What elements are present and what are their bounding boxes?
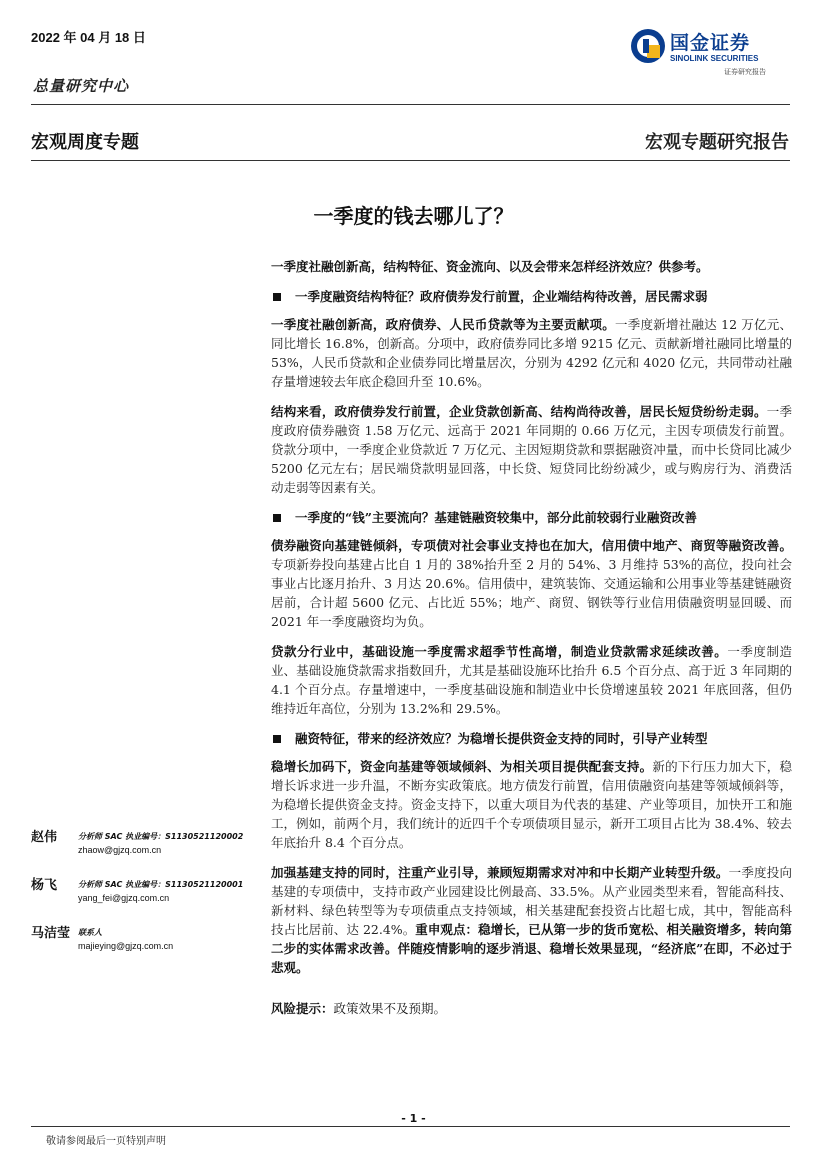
page-title: 一季度的钱去哪儿了？ (313, 204, 514, 228)
analyst-name: 杨飞 (31, 878, 58, 893)
report-body (271, 257, 792, 1018)
analyst-card (31, 874, 261, 908)
logo-subtitle: 证券研究报告 (724, 68, 766, 76)
paragraph: 稳增长加码下，资金向基建等领域倾斜、为相关项目提供配套支持。新的下行压力加大下，稳增长诉求进一步升温，不断夯实政策底。地方债发行前置，信用债融资向基建等领域倾斜等，为稳增长提供资金支持。资金支持下，以重大项目为代表的基建、产业等项目，加快开工和施工，例如，前两个月，我们统计的近四千个专项债项目显示，新开工项目占比为 38.4%、较去年底抬升 8.4 个百分点。 (271, 759, 792, 850)
sinolink-logo-icon (630, 28, 666, 64)
analyst-role: 分析师 SAC 执业编号：S1130521120001 (78, 880, 244, 889)
title-divider (31, 160, 790, 161)
logo-chinese-name: 国金证券 (670, 32, 751, 54)
paragraph: 一季度社融创新高，政府债券、人民币贷款等为主要贡献项。一季度新增社融达 12 万亿元、同比增长 16.8%，创新高。分项中，政府债券同比多增 9215 亿元、贡献新增社融同比增量的 53%，人民币贷款和企业债券同比增量居次，分别为 4292 亿元和 4020 亿元，共同带动社融存量增速较去年底企稳回升至 10.6%。 (271, 317, 792, 389)
section-heading: 一季度融资结构特征？政府债券发行前置，企业端结构待改善，居民需求弱 (271, 287, 792, 306)
footer-disclaimer: 敬请参阅最后一页特别声明 (46, 1136, 166, 1147)
page-number: - 1 - (401, 1112, 426, 1125)
section-title: 宏观周度专题 (31, 132, 139, 153)
paragraph: 结构来看，政府债券发行前置，企业贷款创新高、结构尚待改善，居民长短贷纷纷走弱。一季度政府债券融资 1.58 万亿元、远高于 2021 年同期的 0.66 万亿元，主因专项债发行前置。贷款分项中，一季度企业贷款近 7 万亿元、主因短期贷款和票据融资冲量，而中长贷同比减少 5200 亿元左右；居民端贷款明显回落，中长贷、短贷同比纷纷减少，或与购房行为、消费活动走弱等因素有关。 (271, 404, 792, 495)
report-type: 宏观专题研究报告 (645, 132, 789, 153)
risk-warning: 风险提示：政策效果不及预期。 (271, 1001, 447, 1016)
analyst-email[interactable]: zhaow@gjzq.com.cn (78, 845, 162, 855)
bullet-square-icon (273, 293, 281, 301)
department-name: 总量研究中心 (33, 77, 130, 95)
sinolink-logo (630, 24, 790, 80)
paragraph: 贷款分行业中，基础设施一季度需求超季节性高增，制造业贷款需求延续改善。一季度制造业、基础设施贷款需求指数回升，尤其是基础设施环比抬升 6.5 个百分点、高于近 3 年同期的 4.1 个百分点。存量增速中，一季度基础设施和制造业中长贷增速虽较 2021 年底回落，但仍维持近年高位，分别为 13.2%和 29.5%。 (271, 644, 792, 716)
report-date: 2022 年 04 月 18 日 (31, 30, 146, 45)
analyst-card (31, 826, 261, 860)
paragraph: 债券融资向基建链倾斜，专项债对社会事业支持也在加大，信用债中地产、商贸等融资改善。专项新券投向基建占比自 1 月的 38%抬升至 2 月的 54%、3 月维持 53%的高位，投向社会事业占比逐月抬升、3 月达 20.6%。信用债中，建筑装饰、交通运输和公用事业等基建链融资居前，合计超 5600 亿元、占比近 55%；地产、商贸、钢铁等行业信用债融资明显回暖、而 2021 年一季度融资均为负。 (271, 538, 792, 629)
analyst-name: 马洁莹 (31, 926, 71, 941)
analyst-card (31, 922, 261, 956)
analyst-name: 赵伟 (31, 830, 58, 845)
analyst-list (31, 826, 261, 970)
analyst-email[interactable]: majieying@gjzq.com.cn (78, 941, 174, 951)
paragraph: 加强基建支持的同时，注重产业引导，兼顾短期需求对冲和中长期产业转型升级。一季度投向基建的专项债中，支持市政产业园建设比例最高、33.5%。从产业园类型来看，智能高科技、新材料、绿色转型等为专项债重点支持领域，相关基建配套投资占比超七成，其中，智能高科技占比居前、达 22.4%。重申观点：稳增长，已从第一步的货币宽松、相关融资增多，转向第二步的实体需求改善。伴随疫情影响的逐步消退、稳增长效果显现，“经济底”在即，不必过于悲观。 (271, 865, 792, 975)
analyst-role: 分析师 SAC 执业编号：S1130521120002 (78, 832, 244, 841)
intro-summary: 一季度社融创新高，结构特征、资金流向、以及会带来怎样经济效应？供参考。 (271, 259, 709, 274)
analyst-role: 联系人 (78, 928, 102, 937)
section-heading: 融资特征，带来的经济效应？为稳增长提供资金支持的同时，引导产业转型 (271, 729, 792, 748)
logo-english-name: SINOLINK SECURITIES (670, 54, 759, 63)
bullet-square-icon (273, 514, 281, 522)
header-divider (31, 104, 790, 105)
analyst-email[interactable]: yang_fei@gjzq.com.cn (78, 893, 170, 903)
section-heading: 一季度的“钱”主要流向？基建链融资较集中，部分此前较弱行业融资改善 (271, 508, 792, 527)
footer-divider (31, 1126, 790, 1127)
bullet-square-icon (273, 735, 281, 743)
